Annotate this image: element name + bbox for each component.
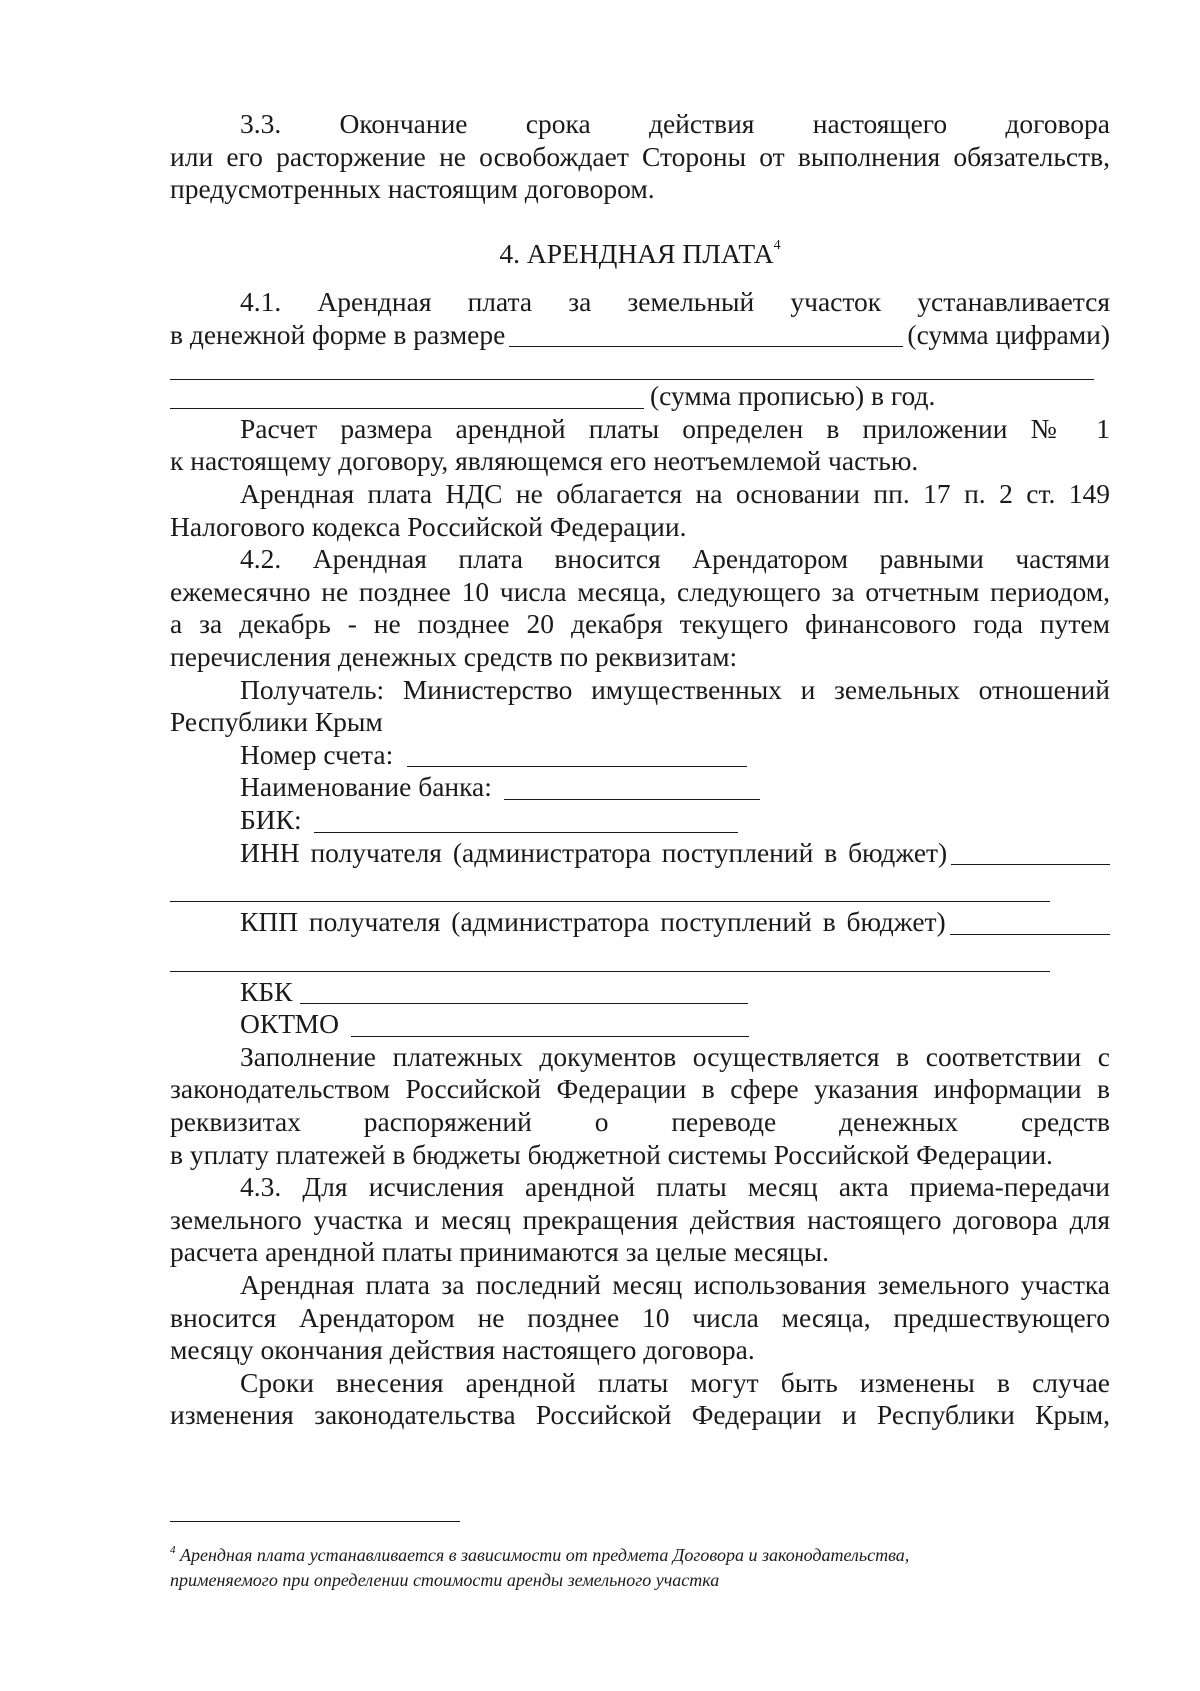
terms-line-1: Сроки внесения арендной платы могут быть изменены в случае <box>240 1366 1110 1398</box>
section-4-heading-block <box>170 230 1110 271</box>
section-4-3-line-3: расчета арендной платы принимаются за целые месяцы. <box>170 1236 829 1268</box>
account-blank[interactable] <box>407 742 747 767</box>
amount-digits-blank[interactable] <box>509 322 903 347</box>
inn-row <box>170 837 1110 870</box>
footnote-mark: 4 <box>170 1544 176 1556</box>
section-3-3-line-1-text: Окончание срока действия настоящего договора <box>339 108 1110 139</box>
bank-label: Наименование банка: <box>240 771 492 803</box>
kbk-row <box>170 976 1110 1009</box>
calc-line-1: Расчет размера арендной платы определен в приложении № 1 <box>240 412 1110 444</box>
amount-words-row <box>170 380 1110 413</box>
bank-row <box>170 771 1110 804</box>
heading-footnote-mark: 4 <box>773 238 781 253</box>
kbk-blank[interactable] <box>300 979 748 1004</box>
section-4-2-line-2: ежемесячно не позднее 10 числа месяца, следующего за отчетным периодом, <box>170 575 1110 607</box>
section-4-3-line-2: земельного участка и месяц прекращения действия настоящего договора для <box>170 1203 1110 1235</box>
footnote-line-1-text: Арендная плата устанавливается в зависимости от предмета Договора и законодательства, <box>180 1545 910 1565</box>
kbk-label: КБК <box>240 975 293 1007</box>
recipient-line-2: Республики Крым <box>170 706 383 738</box>
recipient-line-1: Получатель: Министерство имущественных и земельных отношений <box>240 673 1110 705</box>
bik-blank[interactable] <box>314 808 738 833</box>
last-month-line-2: вносится Арендатором не позднее 10 числа месяца, предшествующего <box>170 1301 1110 1333</box>
kpp-label: КПП получателя (администратора поступлений в бюджет) <box>240 906 946 938</box>
inn-label: ИНН получателя (администратора поступлений в бюджет) <box>240 836 948 868</box>
bik-label: БИК: <box>240 803 302 835</box>
amount-digits-label: (сумма цифрами) <box>907 318 1110 350</box>
section-4-heading-text: 4. АРЕНДНАЯ ПЛАТА <box>499 238 774 269</box>
oktmo-label: ОКТМО <box>240 1008 339 1040</box>
section-3-3-line-3: предусмотренных настоящим договором. <box>170 173 655 205</box>
account-label: Номер счета: <box>240 738 394 770</box>
footnote-separator <box>170 1521 460 1522</box>
fill-line-2: законодательством Российской Федерации в сфере указания информации в <box>170 1073 1110 1105</box>
footnote-line-2: применяемого при определении стоимости аренды земельного участка <box>170 1570 720 1590</box>
oktmo-blank[interactable] <box>351 1012 749 1037</box>
fill-line-3: реквизитах распоряжений о переводе денежных средств <box>170 1106 1110 1138</box>
section-4-3-line-1: 4.3. Для исчисления арендной платы месяц акта приема-передачи <box>240 1171 1110 1203</box>
amount-words-blank-line-1[interactable] <box>170 351 1094 380</box>
amount-words-label: (сумма прописью) в год. <box>650 380 936 412</box>
section-3-3 <box>170 108 1110 206</box>
footnote <box>170 1538 1050 1593</box>
inn-blank[interactable] <box>951 840 1110 865</box>
vat-line-2: Налогового кодекса Российской Федерации. <box>170 510 687 542</box>
bik-row <box>170 804 1110 837</box>
terms-line-2: изменения законодательства Российской Федерации и Республики Крым, <box>170 1399 1110 1431</box>
inn-blank-line-2[interactable] <box>170 869 1050 902</box>
section-3-3-number: 3.3. <box>240 108 282 139</box>
kpp-blank[interactable] <box>950 910 1110 935</box>
vat-line-1: Арендная плата НДС не облагается на основании пп. 17 п. 2 ст. 149 <box>240 477 1110 509</box>
amount-prefix-label: в денежной форме в размере <box>170 318 506 350</box>
amount-digits-row <box>170 319 1110 352</box>
kpp-blank-line-2[interactable] <box>170 939 1050 972</box>
last-month-line-1: Арендная плата за последний месяц использования земельного участка <box>240 1269 1110 1301</box>
fill-line-4: в уплату платежей в бюджеты бюджетной системы Российской Федерации. <box>170 1138 1053 1170</box>
fill-line-1: Заполнение платежных документов осуществляется в соответствии с <box>240 1040 1110 1072</box>
section-4-2-line-1: 4.2. Арендная плата вносится Арендатором равными частями <box>240 543 1110 575</box>
section-4-1-line-1: 4.1. Арендная плата за земельный участок устанавливается <box>240 286 1110 317</box>
calc-line-2: к настоящему договору, являющемся его неотъемлемой частью. <box>170 445 919 477</box>
account-row <box>170 739 1110 772</box>
kpp-row <box>170 906 1110 939</box>
section-4-2-line-3: а за декабрь - не позднее 20 декабря текущего финансового года путем <box>170 608 1110 640</box>
bank-blank[interactable] <box>504 775 760 800</box>
footnote-line-1 <box>170 1538 1050 1568</box>
section-4-1 <box>170 286 1110 1432</box>
amount-words-blank-line-2[interactable] <box>170 384 644 409</box>
oktmo-row <box>170 1008 1110 1041</box>
section-3-3-line-1 <box>170 108 1110 141</box>
last-month-line-3: месяцу окончания действия настоящего договора. <box>170 1334 755 1366</box>
section-4-heading <box>170 230 1110 271</box>
section-3-3-line-2: или его расторжение не освобождает Стороны от выполнения обязательств, <box>170 140 1110 172</box>
section-4-2-line-4: перечисления денежных средств по реквизитам: <box>170 640 738 672</box>
